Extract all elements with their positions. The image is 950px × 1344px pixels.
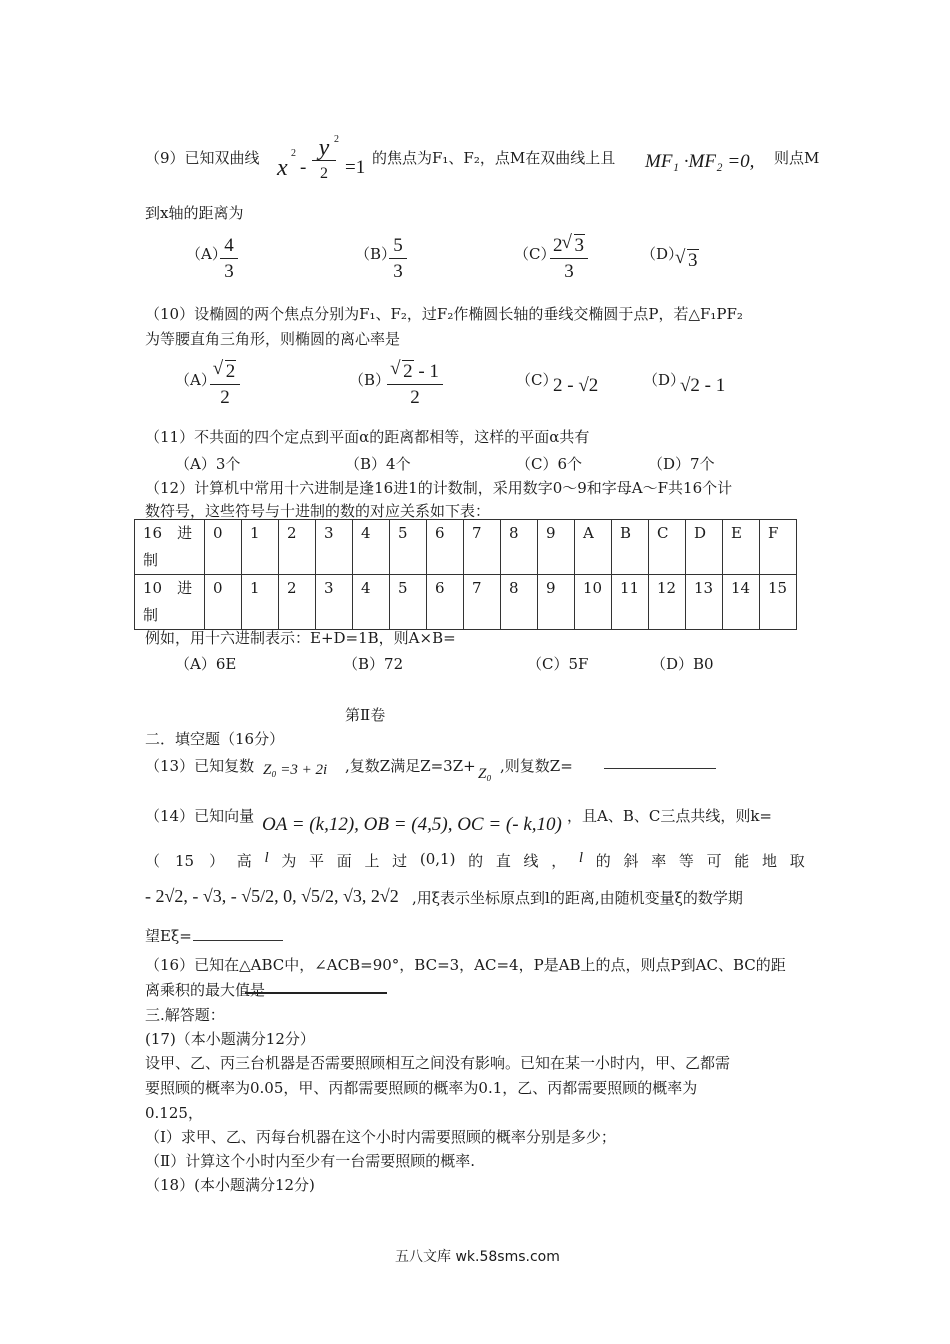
q15-tail: ,用ξ表示坐标原点到l的距离,由随机变量ξ的数学期	[412, 889, 743, 907]
hex-cell: 2	[279, 520, 316, 575]
section3-title: 三.解答题：	[145, 1006, 225, 1024]
dec-cell: 6	[427, 575, 464, 630]
q11-option-a: （A）3个	[175, 455, 241, 473]
dec-cell: 5	[390, 575, 427, 630]
q10-option-a-value: √ 2 2	[210, 362, 240, 408]
dec-cell: 14	[723, 575, 760, 630]
hex-cell: D	[686, 520, 723, 575]
hex-conversion-table	[134, 519, 797, 630]
hex-cell: 5	[390, 520, 427, 575]
hex-cell: 4	[353, 520, 390, 575]
q10-option-c: （C）	[516, 371, 558, 389]
dec-cell: 3	[316, 575, 353, 630]
hex-cell: 0	[205, 520, 242, 575]
hex-cell: F	[760, 520, 797, 575]
q12-option-d: （D）B0	[651, 655, 714, 673]
q14-vectors: OA = (k,12), OB = (4,5), OC = (- k,10)	[262, 814, 562, 835]
q13-z0: Z₀	[478, 766, 492, 782]
table-header-hex: 16 进 制	[135, 520, 205, 575]
dec-cell: 4	[353, 575, 390, 630]
q9-intro: （9）已知双曲线	[145, 149, 260, 167]
q12-option-a: （A）6E	[175, 655, 237, 673]
q16-line2: 离乘积的最大值是	[145, 981, 266, 999]
q9-vector-condition: MF₁ ·MF₂ =0,	[645, 151, 755, 172]
hex-cell: 9	[538, 520, 575, 575]
q9-eq-y-exp: 2	[334, 134, 339, 145]
q10-option-b: （B）	[349, 371, 391, 389]
q14-tail: ，且A、B、C三点共线，则k=	[567, 807, 772, 825]
q15-line3: 望Eξ=	[145, 927, 192, 945]
dec-cell: 7	[464, 575, 501, 630]
q11-option-c: （C）6个	[516, 455, 583, 473]
q13-z0-value: Z₀ =3 + 2i	[263, 762, 328, 778]
q17-line3: 0.125，	[145, 1104, 203, 1122]
q18-title: （18）(本小题满分12分)	[145, 1176, 315, 1194]
q10-line2: 为等腰直角三角形，则椭圆的离心率是	[145, 330, 401, 348]
q9-option-b: （B）	[355, 245, 397, 263]
q10-option-a: （A）	[175, 371, 216, 389]
q13-intro: （13）已知复数	[145, 757, 255, 775]
hex-cell: A	[575, 520, 612, 575]
table-header-dec: 10 进 制	[135, 575, 205, 630]
q17-line1: 设甲、乙、丙三台机器是否需要照顾相互之间没有影响。已知在某一小时内，甲、乙都需	[145, 1054, 731, 1072]
dec-cell: 12	[649, 575, 686, 630]
q9-option-a-value: 4 3	[220, 236, 238, 282]
q9-eq-x: x	[277, 155, 288, 181]
q15-answer-blank	[193, 940, 283, 941]
q16-answer-blank	[245, 992, 387, 994]
q10-line1: （10）设椭圆的两个焦点分别为F₁、F₂，过F₂作椭圆长轴的垂线交椭圆于点P，若△F₁PF₂	[145, 305, 743, 323]
dec-cell: 9	[538, 575, 575, 630]
hex-cell: E	[723, 520, 760, 575]
dec-cell: 1	[242, 575, 279, 630]
q12-example: 例如，用十六进制表示：E+D=1B，则A×B=	[145, 629, 456, 647]
q9-eq-frac: y 2	[312, 138, 336, 184]
hex-cell: 7	[464, 520, 501, 575]
q12-line1: （12）计算机中常用十六进制是逢16进1的计数制，采用数字0～9和字母A～F共16个计	[145, 479, 733, 497]
q10-option-b-value: √ 2 - 1 2	[387, 362, 443, 408]
dec-cell: 0	[205, 575, 242, 630]
q9-option-d-value: √ 3	[676, 250, 699, 272]
q11-option-b: （B）4个	[345, 455, 411, 473]
dec-cell: 13	[686, 575, 723, 630]
q17-title: (17)（本小题满分12分）	[145, 1030, 315, 1048]
hex-cell: C	[649, 520, 686, 575]
hex-cell: B	[612, 520, 649, 575]
q9-mid: 的焦点为F₁、F₂，点M在双曲线上且	[372, 149, 616, 167]
q13-tail: ,则复数Z=	[500, 757, 573, 775]
q14-intro: （14）已知向量	[145, 807, 255, 825]
q9-option-c: （C）	[514, 245, 556, 263]
q17-line2: 要照顾的概率为0.05，甲、丙都需要照顾的概率为0.1，乙、丙都需要照顾的概率为	[145, 1079, 698, 1097]
q12-option-b: （B）72	[343, 655, 404, 673]
q17-part1: （Ⅰ）求甲、乙、丙每台机器在这个小时内需要照顾的概率分别是多少；	[145, 1128, 616, 1146]
table-row-dec	[135, 575, 797, 630]
q12-option-c: （C）5F	[527, 655, 589, 673]
q9-eq-x-exp: 2	[291, 148, 296, 159]
q11-option-d: （D）7个	[648, 455, 715, 473]
q9-option-a: （A）	[186, 245, 227, 263]
hex-cell: 1	[242, 520, 279, 575]
q12-line2: 数符号，这些符号与十进制的数的对应关系如下表：	[145, 502, 491, 520]
part2-title: 第Ⅱ卷	[345, 706, 386, 724]
dec-cell: 11	[612, 575, 649, 630]
q15-line1: （ 15 ） 高 l 为 平 面 上 过 (0,1) 的 直 线 ， l 的 斜 率 等 可 能 地 取	[145, 850, 805, 870]
q9-option-c-value: 2√ 3 3	[550, 236, 588, 282]
q10-option-d-value: √2 - 1	[680, 375, 726, 396]
q13-mid: ,复数Z满足Z=3Z+	[345, 757, 476, 775]
q10-option-d: （D）	[643, 371, 686, 389]
q9-option-d: （D）	[641, 245, 684, 263]
q17-part2: （Ⅱ）计算这个小时内至少有一台需要照顾的概率.	[145, 1152, 475, 1170]
q16-line1: （16）已知在△ABC中，∠ACB=90°，BC=3，AC=4，P是AB上的点，则点P到AC、BC的距	[145, 956, 786, 974]
q9-line2: 到x轴的距离为	[145, 204, 244, 222]
dec-cell: 2	[279, 575, 316, 630]
section2-title: 二．填空题（16分）	[145, 730, 285, 748]
q9-eq-minus: -	[300, 157, 307, 178]
q9-option-b-value: 5 3	[389, 236, 407, 282]
table-row-hex	[135, 520, 797, 575]
hex-cell: 6	[427, 520, 464, 575]
footer-watermark: 五八文库 wk.58sms.com	[395, 1249, 560, 1265]
q10-option-c-value: 2 - √2	[553, 375, 599, 396]
q13-answer-blank	[604, 768, 716, 769]
dec-cell: 15	[760, 575, 797, 630]
hex-cell: 8	[501, 520, 538, 575]
dec-cell: 10	[575, 575, 612, 630]
hex-cell: 3	[316, 520, 353, 575]
dec-cell: 8	[501, 575, 538, 630]
q9-tail: 则点M	[774, 149, 820, 167]
q11-line1: （11）不共面的四个定点到平面α的距离都相等，这样的平面α共有	[145, 428, 590, 446]
q9-eq-rhs: =1	[345, 157, 366, 178]
q15-values: - 2√2, - √3, - √5/2, 0, √5/2, √3, 2√2	[145, 886, 399, 906]
